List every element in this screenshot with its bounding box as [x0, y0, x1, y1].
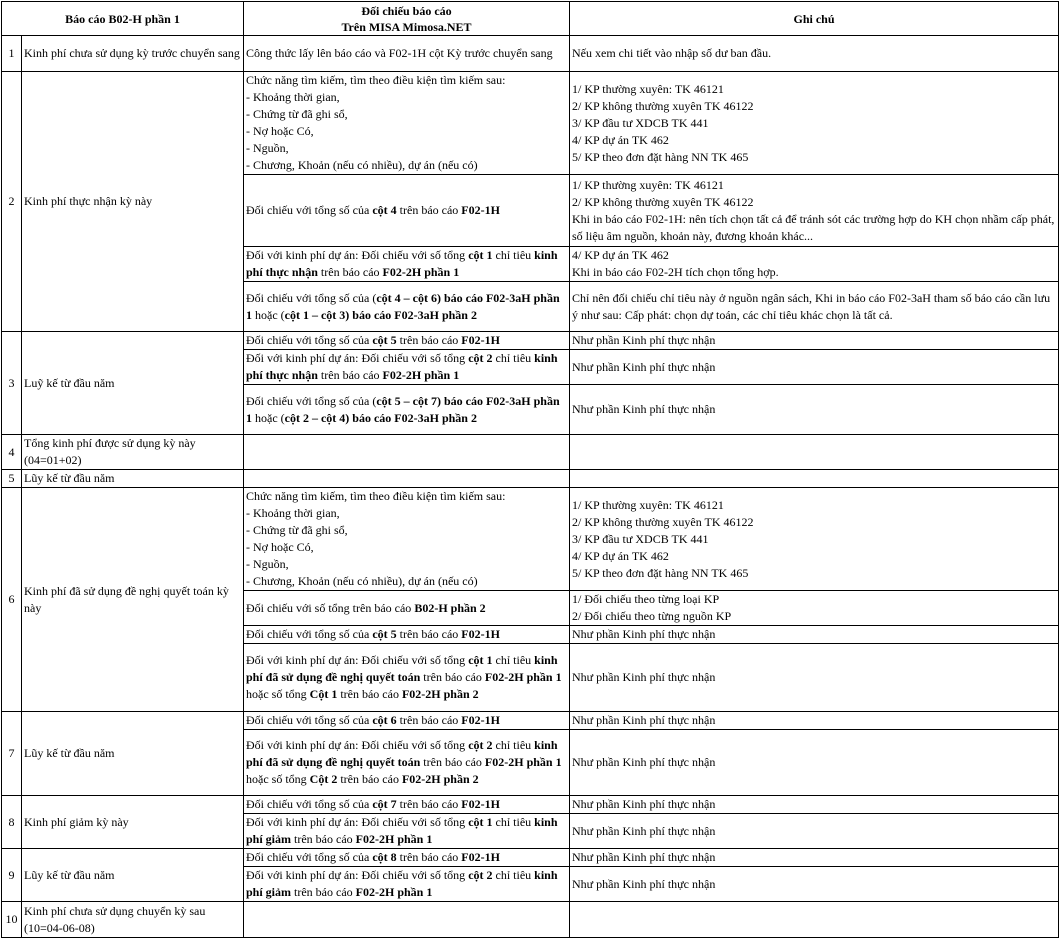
search-line: - Khoảng thời gian, — [246, 506, 340, 520]
row-number: 3 — [2, 332, 22, 435]
row-number: 9 — [2, 849, 22, 902]
row-note: Như phần Kinh phí thực nhận — [570, 796, 1059, 814]
row-compare: Đối chiếu với tổng số của (cột 4 – cột 6) báo cáo F02-3aH phần 1 hoặc (cột 1 – cột 3) báo cáo F02-3aH phần 2 — [244, 282, 570, 332]
search-line: - Nguồn, — [246, 141, 289, 155]
row-number: 4 — [2, 435, 22, 470]
table-row — [2, 902, 1059, 938]
row-name: Tổng kinh phí được sử dụng kỳ này (04=01+02) — [22, 435, 244, 470]
table-row — [2, 36, 1059, 72]
table-row — [2, 488, 1059, 591]
table-row — [2, 796, 1059, 814]
kp-line: 3/ KP đầu tư XDCB TK 441 — [572, 531, 709, 546]
header-note: Ghi chú — [570, 2, 1059, 36]
table-row — [2, 72, 1059, 175]
table-row — [2, 332, 1059, 350]
row-name: Kinh phí thực nhận kỳ này — [22, 72, 244, 332]
row-number: 6 — [2, 488, 22, 712]
row-compare: Đối với kinh phí dự án: Đối chiếu với số tổng cột 1 chỉ tiêu kinh phí đã sử dụng đề nghị quyết toán trên báo cáo F02-2H phần 1 hoặc số tổng Cột 1 trên báo cáo F02-2H phần 2 — [244, 644, 570, 712]
row-compare: Đối với kinh phí dự án: Đối chiếu với số tổng cột 2 chỉ tiêu kinh phí giảm trên báo cáo F02-2H phần 1 — [244, 867, 570, 902]
row-number: 8 — [2, 796, 22, 849]
row-compare: Đối chiếu với tổng số của cột 5 trên báo cáo F02-1H — [244, 626, 570, 644]
header-compare-line2: Trên MISA Mimosa.NET — [341, 19, 472, 34]
table-row — [2, 470, 1059, 488]
row-note-kp-list — [570, 488, 1059, 591]
row-note: Nếu xem chi tiết vào nhập số dư ban đầu. — [570, 36, 1059, 72]
kp-line: 2/ KP không thường xuyên TK 46122 — [572, 98, 754, 113]
row-name: Luỹ kế từ đầu năm — [22, 332, 244, 435]
row-note: Như phần Kinh phí thực nhận — [570, 867, 1059, 902]
row-compare — [244, 435, 570, 470]
note-line: 1/ Đối chiếu theo từng loại KP — [572, 592, 720, 606]
note-line: 2/ Đối chiếu theo từng nguồn KP — [572, 609, 732, 623]
row-note: Chỉ nên đối chiếu chỉ tiêu này ở nguồn ngân sách, Khi in báo cáo F02-3aH tham số báo cáo cần lưu ý như sau: Cấp phát: chọn dự toán, các chỉ tiêu khác chọn là tất cả. — [570, 282, 1059, 332]
row-compare: Đối chiếu với tổng số của cột 5 trên báo cáo F02-1H — [244, 332, 570, 350]
search-line: - Chương, Khoản (nếu có nhiều), dự án (nếu có) — [246, 574, 478, 588]
row-compare: Đối chiếu với tổng số của cột 8 trên báo cáo F02-1H — [244, 849, 570, 867]
row-name: Lũy kế từ đầu năm — [22, 470, 244, 488]
row-note: Như phần Kinh phí thực nhận — [570, 712, 1059, 730]
search-line: - Nợ hoặc Có, — [246, 124, 314, 138]
note-line: 1/ KP thường xuyên: TK 46121 — [572, 177, 724, 192]
row-note: Như phần Kinh phí thực nhận — [570, 849, 1059, 867]
row-compare-search — [244, 72, 570, 175]
row-note — [570, 902, 1059, 938]
note-line: 4/ KP dự án TK 462 — [572, 248, 669, 262]
search-line: - Chứng từ đã ghi sổ, — [246, 107, 348, 121]
kp-line: 5/ KP theo đơn đặt hàng NN TK 465 — [572, 149, 749, 164]
table-row — [2, 435, 1059, 470]
row-note: Như phần Kinh phí thực nhận — [570, 332, 1059, 350]
note-line: 2/ KP không thường xuyên TK 46122 — [572, 194, 754, 209]
row-name: Kinh phí chưa sử dụng chuyển kỳ sau (10=04-06-08) — [22, 902, 244, 938]
row-compare: Đối chiếu với tổng số của (cột 5 – cột 7) báo cáo F02-3aH phần 1 hoặc (cột 2 – cột 4) báo cáo F02-3aH phần 2 — [244, 385, 570, 435]
row-note: Như phần Kinh phí thực nhận — [570, 644, 1059, 712]
row-note-kp-list — [570, 72, 1059, 175]
row-note — [570, 470, 1059, 488]
row-number: 10 — [2, 902, 22, 938]
row-note: Như phần Kinh phí thực nhận — [570, 385, 1059, 435]
row-note: Như phần Kinh phí thực nhận — [570, 730, 1059, 796]
row-compare: Đối chiếu với tổng số của cột 4 trên báo cáo F02-1H — [244, 175, 570, 247]
kp-line: 4/ KP dự án TK 462 — [572, 548, 669, 563]
header-compare-line1: Đối chiếu báo cáo — [361, 3, 452, 18]
search-line: Chức năng tìm kiếm, tìm theo điều kiện tìm kiếm sau: — [246, 489, 506, 503]
row-compare — [244, 902, 570, 938]
row-number: 1 — [2, 36, 22, 72]
table-row — [2, 849, 1059, 867]
row-compare: Đối với kinh phí dự án: Đối chiếu với số tổng cột 2 chỉ tiêu kinh phí đã sử dụng đề nghị quyết toán trên báo cáo F02-2H phần 1 hoặc số tổng Cột 2 trên báo cáo F02-2H phần 2 — [244, 730, 570, 796]
row-name: Kinh phí đã sử dụng đề nghị quyết toán kỳ này — [22, 488, 244, 712]
row-note — [570, 591, 1059, 626]
row-number: 7 — [2, 712, 22, 796]
row-compare-search — [244, 488, 570, 591]
kp-line: 1/ KP thường xuyên: TK 46121 — [572, 497, 724, 512]
header-report-b02h: Báo cáo B02-H phần 1 — [2, 2, 244, 36]
row-compare: Công thức lấy lên báo cáo và F02-1H cột Kỳ trước chuyển sang — [244, 36, 570, 72]
row-compare: Đối với kinh phí dự án: Đối chiếu với số tổng cột 2 chỉ tiêu kinh phí thực nhận trên báo cáo F02-2H phần 1 — [244, 350, 570, 385]
row-note — [570, 435, 1059, 470]
reconciliation-table — [1, 1, 1059, 938]
kp-line: 3/ KP đầu tư XDCB TK 441 — [572, 115, 709, 130]
search-line: Chức năng tìm kiếm, tìm theo điều kiện tìm kiếm sau: — [246, 73, 506, 87]
note-line: Khi in báo cáo F02-1H: nên tích chọn tất cả để tránh sót các trường hợp do KH chọn nhầm cấp phát, số liệu âm nguồn, khoản này, đương khoản khác... — [572, 211, 1055, 243]
kp-line: 1/ KP thường xuyên: TK 46121 — [572, 81, 724, 96]
kp-line: 2/ KP không thường xuyên TK 46122 — [572, 514, 754, 529]
kp-line: 4/ KP dự án TK 462 — [572, 132, 669, 147]
header-compare — [244, 2, 570, 36]
search-line: - Nguồn, — [246, 557, 289, 571]
search-line: - Chứng từ đã ghi sổ, — [246, 523, 348, 537]
search-line: - Nợ hoặc Có, — [246, 540, 314, 554]
row-compare: Đối với kinh phí dự án: Đối chiếu với số tổng cột 1 chỉ tiêu kinh phí giảm trên báo cáo F02-2H phần 1 — [244, 814, 570, 849]
row-note: Như phần Kinh phí thực nhận — [570, 814, 1059, 849]
row-number: 5 — [2, 470, 22, 488]
row-name: Lũy kế từ đầu năm — [22, 712, 244, 796]
search-line: - Chương, Khoản (nếu có nhiều), dự án (nếu có) — [246, 158, 478, 172]
row-name: Kinh phí giảm kỳ này — [22, 796, 244, 849]
table-row — [2, 712, 1059, 730]
row-number: 2 — [2, 72, 22, 332]
kp-line: 5/ KP theo đơn đặt hàng NN TK 465 — [572, 565, 749, 580]
note-line: Khi in báo cáo F02-2H tích chọn tổng hợp. — [572, 265, 779, 279]
row-name: Lũy kế từ đầu năm — [22, 849, 244, 902]
row-name: Kinh phí chưa sử dụng kỳ trước chuyển sang — [22, 36, 244, 72]
row-note — [570, 247, 1059, 282]
row-compare — [244, 470, 570, 488]
row-compare: Đối chiếu với số tổng trên báo cáo B02-H phần 2 — [244, 591, 570, 626]
row-compare: Đối với kinh phí dự án: Đối chiếu với số tổng cột 1 chỉ tiêu kinh phí thực nhận trên báo cáo F02-2H phần 1 — [244, 247, 570, 282]
row-note: Như phần Kinh phí thực nhận — [570, 350, 1059, 385]
row-note — [570, 175, 1059, 247]
table-header-row — [2, 2, 1059, 36]
row-note: Như phần Kinh phí thực nhận — [570, 626, 1059, 644]
row-compare: Đối chiếu với tổng số của cột 7 trên báo cáo F02-1H — [244, 796, 570, 814]
search-line: - Khoảng thời gian, — [246, 90, 340, 104]
row-compare: Đối chiếu với tổng số của cột 6 trên báo cáo F02-1H — [244, 712, 570, 730]
